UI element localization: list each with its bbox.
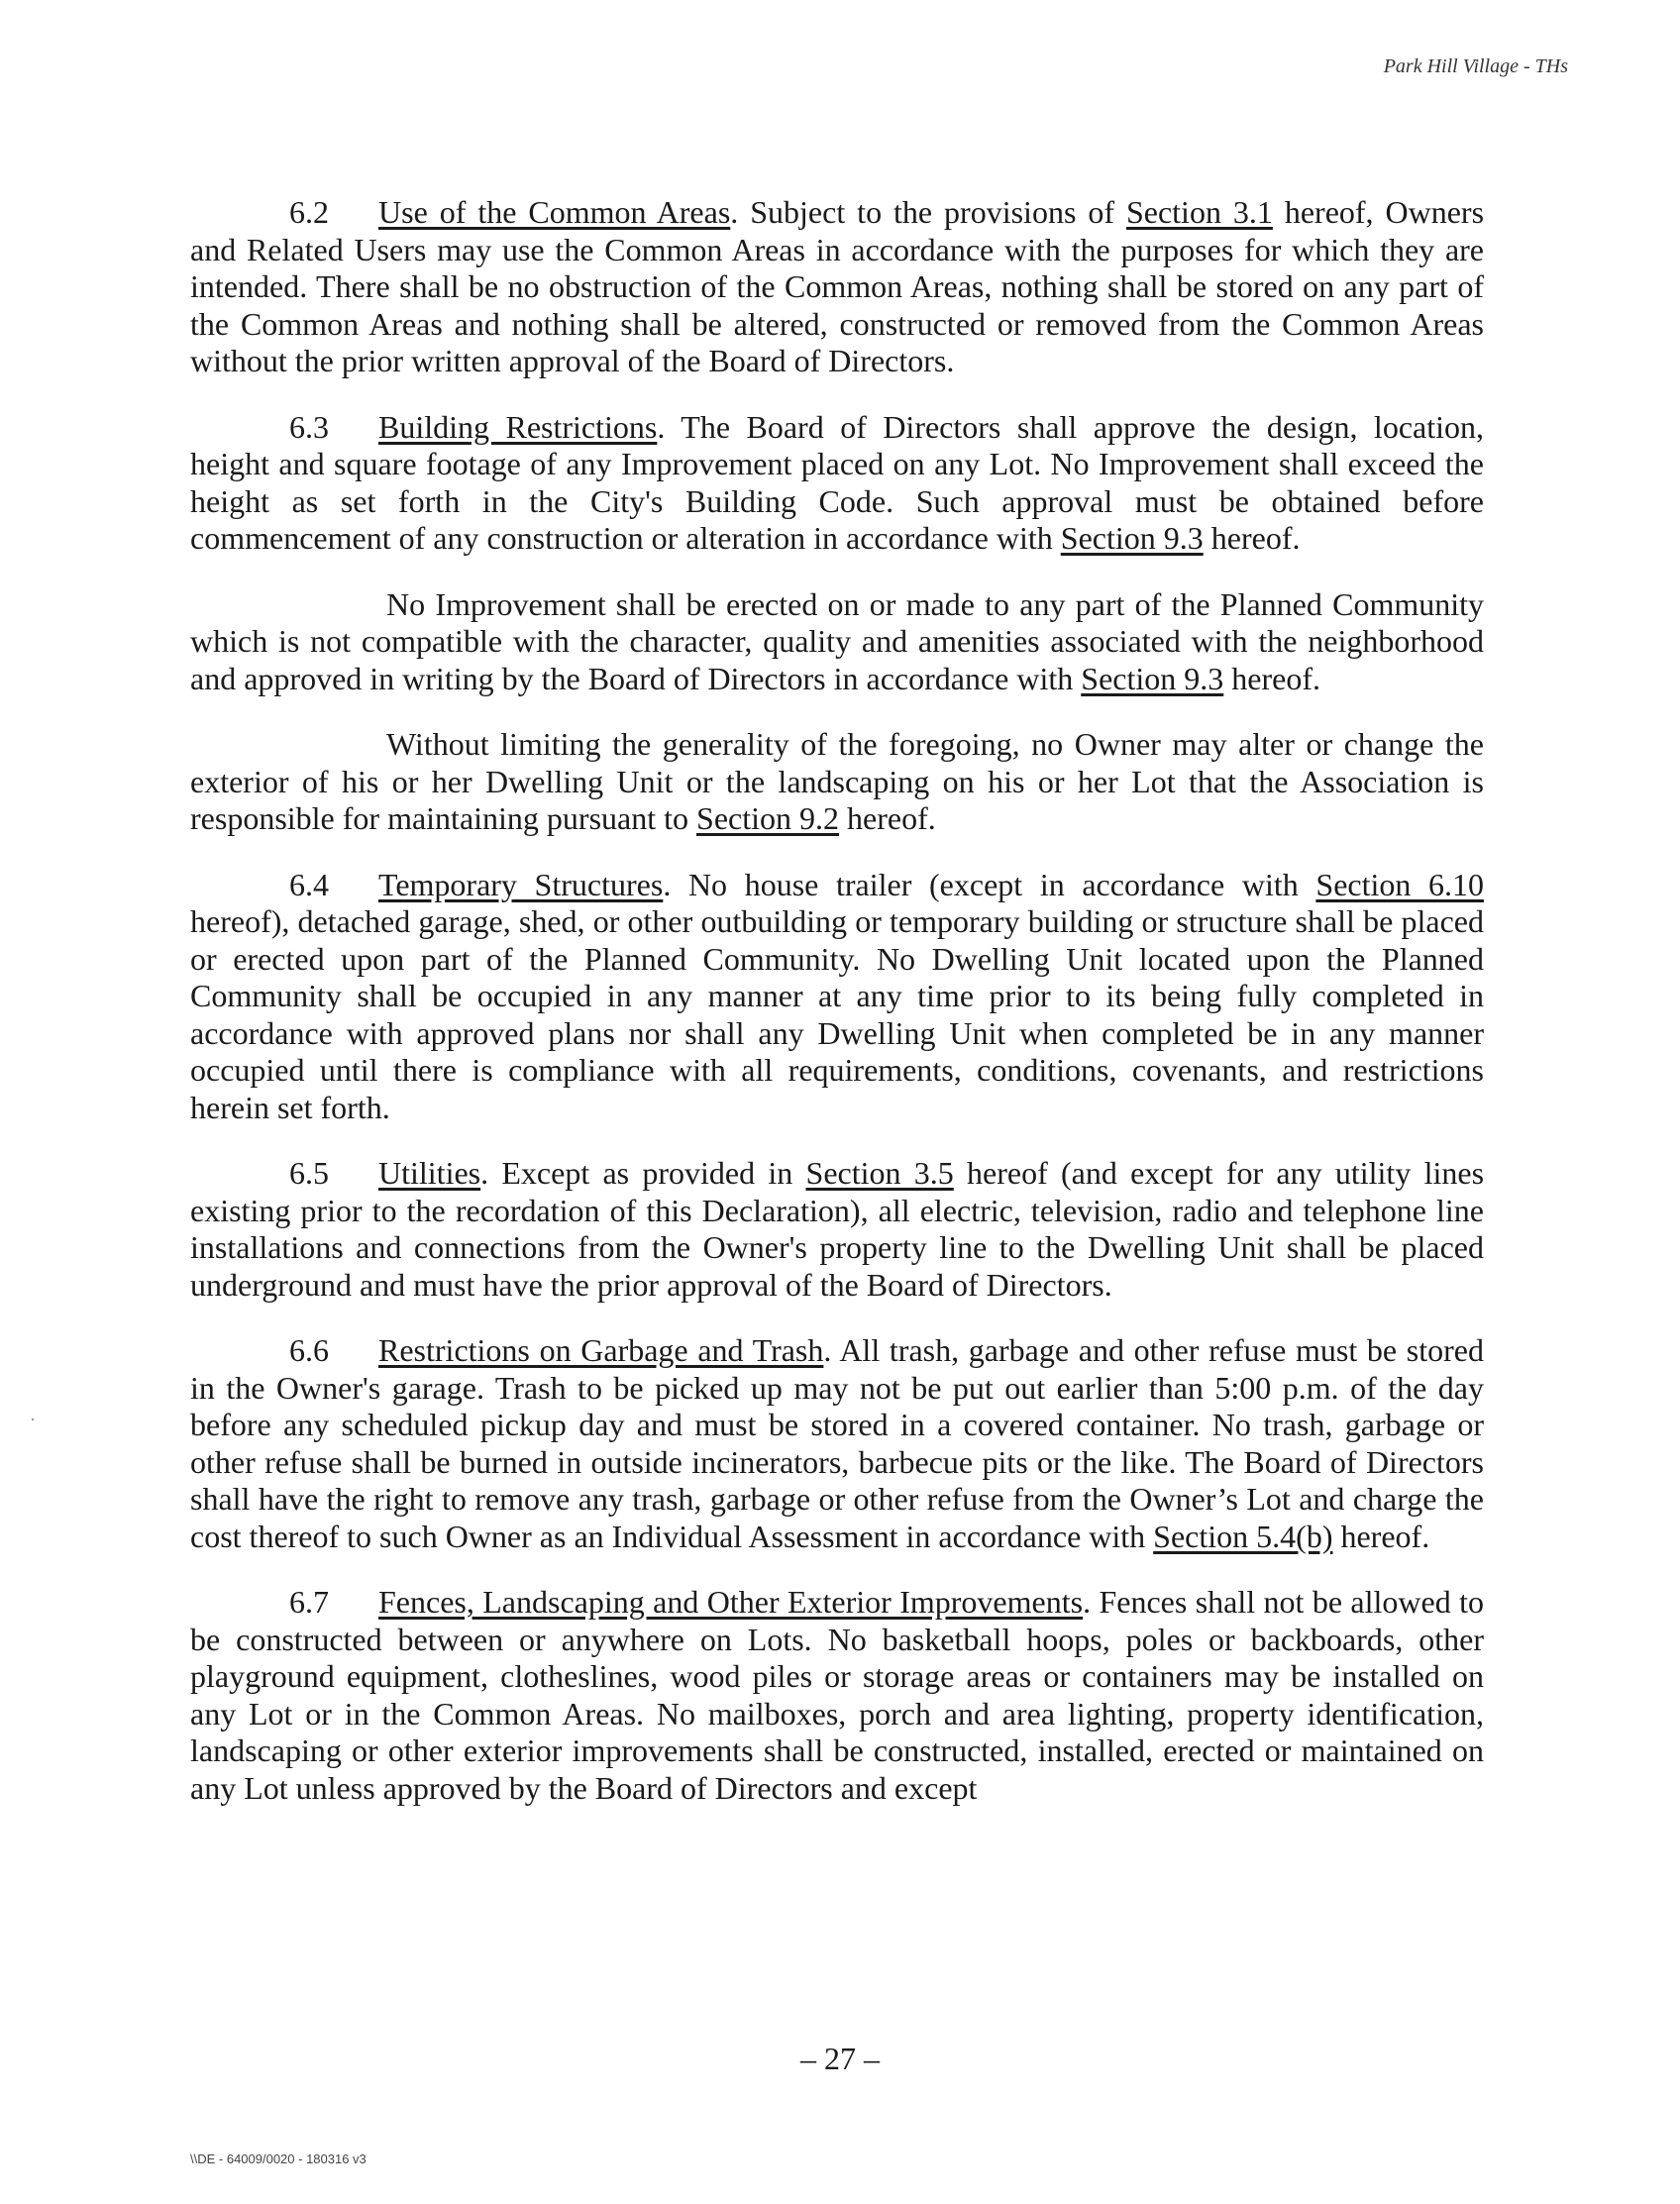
body-text: hereof, Owners and Related Users may use the Common Areas in accordance with the purposes for which they are intended. There shall be no obstruction of the Common Areas, nothing shall be stored on any part of the Common Areas and nothing shall be altered, constructed or removed from the Common Areas without the prior written approval of the Board of Directors. (190, 194, 1485, 378)
paragraph-exterior-changes (190, 726, 1484, 838)
section-number: 6.7 (289, 1584, 329, 1620)
page-number: – 27 – (800, 2041, 880, 2076)
section-heading: Fences, Landscaping and Other Exterior Improvements (378, 1584, 1084, 1620)
section-6-6 (190, 1332, 1484, 1555)
body-text: . All trash, garbage and other refuse must be stored in the Owner's garage. Trash to be picked up may not be put out earlier than 5:00 p.m. of the day before any scheduled pickup day and must be stored in a covered container. No trash, garbage or other refuse shall be burned in outside incinerators, barbecue pits or the like. The Board of Directors shall have the right to remove any trash, garbage or other refuse from the Owner’s Lot and charge the cost thereof to such Owner as an Individual Assessment in accordance with (190, 1332, 1485, 1554)
section-number: 6.4 (289, 866, 329, 902)
running-header: Park Hill Village - THs (1383, 55, 1568, 77)
section-6-5 (190, 1155, 1484, 1304)
body-text: hereof. (1332, 1518, 1430, 1554)
section-reference: Section 9.3 (1081, 660, 1224, 696)
body-text: . No house trailer (except in accordance with (663, 866, 1316, 902)
section-reference: Section 5.4(b) (1153, 1518, 1333, 1554)
paragraph-improvement-compatibility (190, 586, 1484, 698)
body-text: . The Board of Directors shall approve the design, location, height and square footage of any Improvement placed on any Lot. No Improvement shall exceed the height as set forth in the City's Building Code. Such approval must be obtained before commencement of any construction or alteration in accordance with (190, 408, 1485, 556)
body-text: hereof. (1223, 660, 1320, 696)
section-6-2 (190, 194, 1484, 380)
body-text: . Except as provided in (480, 1155, 806, 1191)
section-6-7 (190, 1584, 1484, 1807)
body-text: No Improvement shall be erected on or made to any part of the Planned Community which is not compatible with the character, quality and amenities associated with the neighborhood and approved in writing by the Board of Directors in accordance with (190, 585, 1484, 696)
body-text: hereof (and except for any utility lines existing prior to the recordation of this Declaration), all electric, television, radio and telephone line installations and connections from the Owner's property line to the Dwelling Unit shall be placed underground and must have the prior approval of the Board of Directors. (190, 1155, 1485, 1303)
body-text: hereof. (839, 800, 936, 836)
section-reference: Section 6.10 (1315, 866, 1485, 902)
section-heading: Use of the Common Areas (378, 194, 731, 230)
section-number: 6.3 (289, 408, 329, 445)
section-heading: Utilities (378, 1155, 481, 1191)
section-heading: Temporary Structures (378, 866, 664, 902)
body-text: Without limiting the generality of the foregoing, no Owner may alter or change the exterior of his or her Dwelling Unit or the landscaping on his or her Lot that the Association is responsible for maintaining pursuant to (190, 726, 1484, 836)
body-text: . Fences shall not be allowed to be constructed between or anywhere on Lots. No basketball hoops, poles or backboards, other playground equipment, clotheslines, wood piles or storage areas or containers may be installed on any Lot or in the Common Areas. No mailboxes, porch and area lighting, property identification, landscaping or other exterior improvements shall be constructed, installed, erected or maintained on any Lot unless approved by the Board of Directors and except (190, 1584, 1485, 1806)
body-text: hereof), detached garage, shed, or other outbuilding or temporary building or structure shall be placed or erected upon part of the Planned Community. No Dwelling Unit located upon the Planned Community shall be occupied in any manner at any time prior to its being fully completed in accordance with approved plans nor shall any Dwelling Unit when completed be in any manner occupied until there is compliance with all requirements, conditions, covenants, and restrictions herein set forth. (190, 903, 1484, 1125)
section-number: 6.6 (289, 1332, 329, 1368)
section-heading: Building Restrictions (378, 408, 658, 445)
section-reference: Section 9.3 (1060, 520, 1204, 556)
document-body (190, 194, 1484, 1836)
body-text: hereof. (1203, 520, 1301, 556)
section-reference: Section 9.2 (696, 800, 839, 836)
scan-mark (32, 1418, 34, 1420)
section-number: 6.5 (289, 1155, 329, 1191)
section-reference: Section 3.1 (1125, 194, 1273, 230)
section-reference: Section 3.5 (805, 1155, 954, 1191)
section-heading: Restrictions on Garbage and Trash (378, 1332, 824, 1368)
document-id: \\DE - 64009/0020 - 180316 v3 (190, 2152, 367, 2166)
section-6-3 (190, 409, 1484, 558)
section-number: 6.2 (289, 194, 329, 230)
section-6-4 (190, 867, 1484, 1127)
body-text: . Subject to the provisions of (730, 194, 1126, 230)
